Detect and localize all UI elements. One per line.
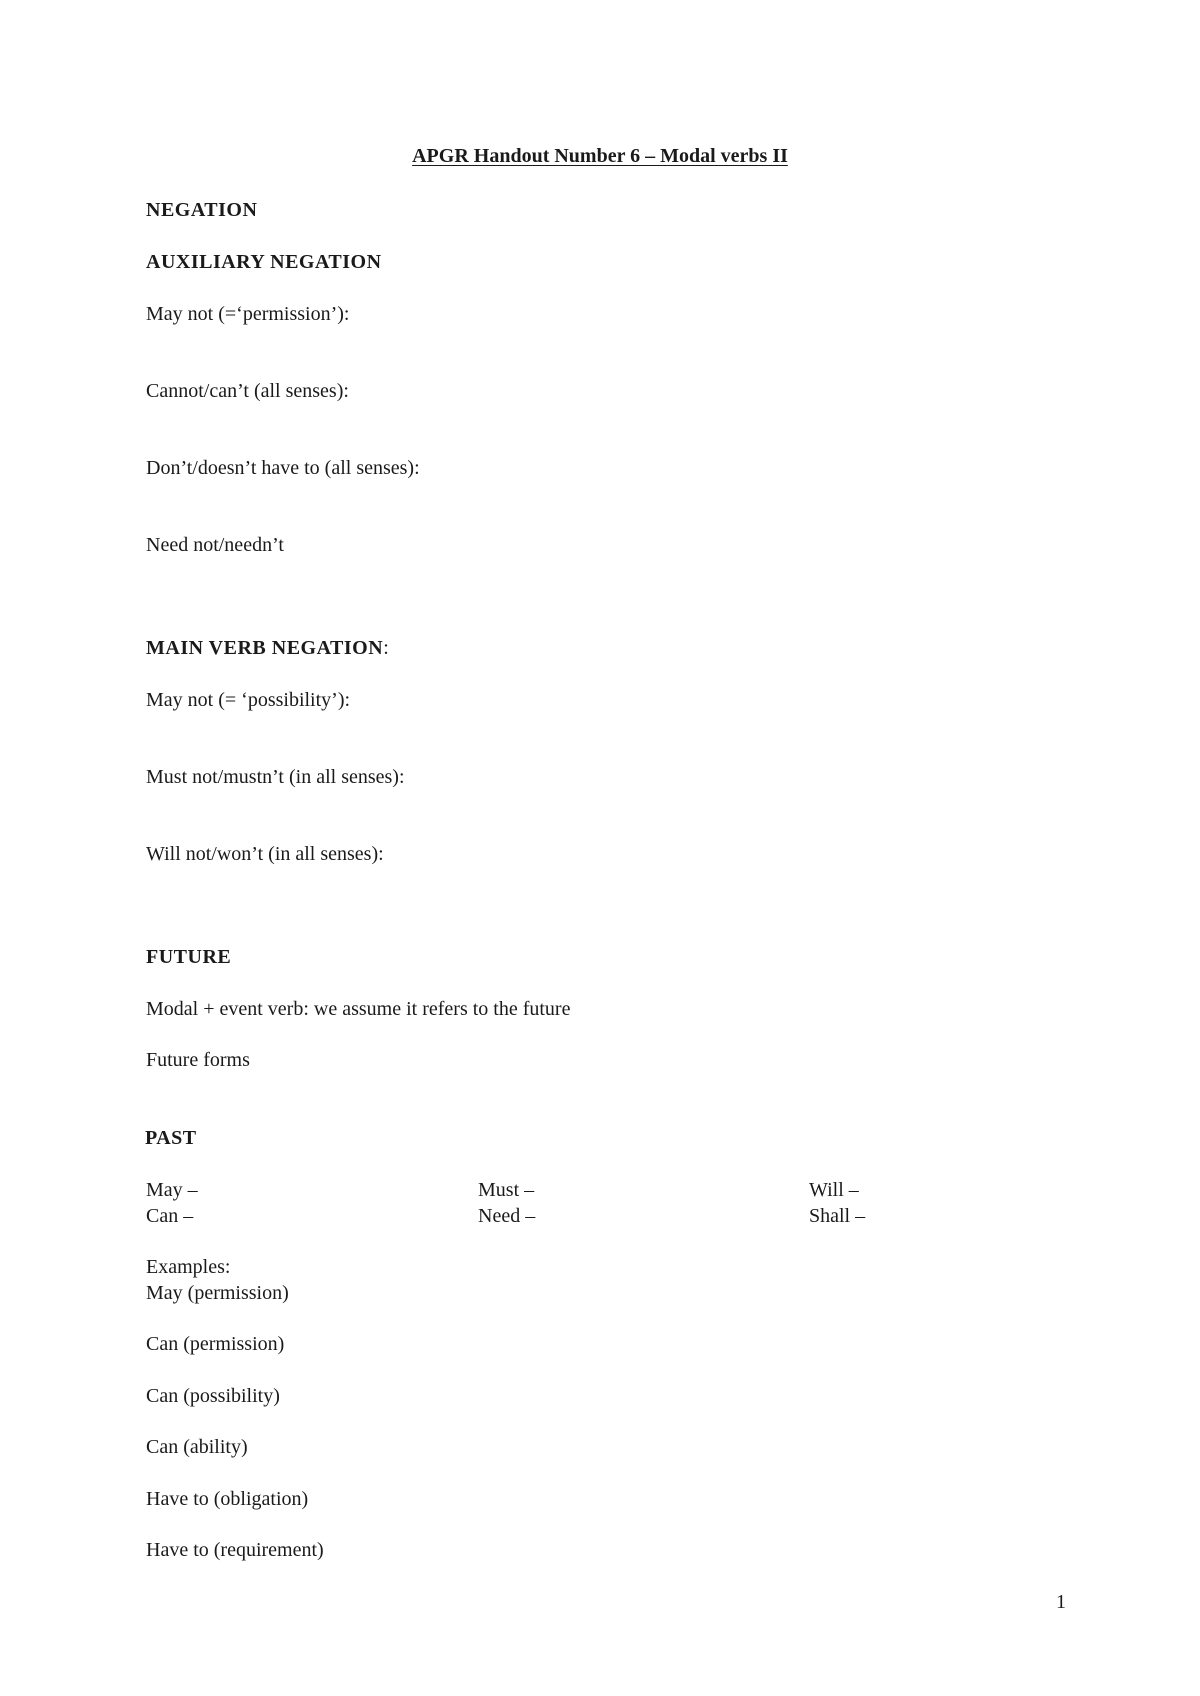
auxiliary-item: Don’t/doesn’t have to (all senses): [146, 457, 420, 479]
future-line: Future forms [146, 1049, 250, 1071]
example-item: Have to (obligation) [146, 1488, 309, 1510]
example-item: Have to (requirement) [146, 1539, 324, 1561]
heading-colon: : [383, 637, 389, 659]
future-line: Modal + event verb: we assume it refers to the future [146, 998, 571, 1020]
auxiliary-item: Cannot/can’t (all senses): [146, 380, 349, 402]
past-grid-cell: Need – [478, 1205, 536, 1227]
main-verb-negation-heading: MAIN VERB NEGATION [146, 637, 384, 659]
past-heading: PAST [145, 1127, 197, 1149]
past-grid-cell: Will – [809, 1179, 859, 1201]
past-grid-cell: May – [146, 1179, 198, 1201]
main-verb-item: May not (= ‘possibility’): [146, 689, 351, 711]
page-title: APGR Handout Number 6 – Modal verbs II [412, 145, 788, 167]
examples-label: Examples: [146, 1256, 231, 1278]
example-item: Can (permission) [146, 1333, 285, 1355]
main-verb-negation-heading-line [146, 638, 389, 658]
page-number: 1 [1056, 1591, 1066, 1613]
example-item: Can (ability) [146, 1436, 248, 1458]
main-verb-item: Must not/mustn’t (in all senses): [146, 766, 405, 788]
example-item: May (permission) [146, 1282, 289, 1304]
auxiliary-item: Need not/needn’t [146, 534, 284, 556]
negation-heading: NEGATION [146, 199, 258, 221]
past-grid-cell: Can – [146, 1205, 194, 1227]
main-verb-item: Will not/won’t (in all senses): [146, 843, 384, 865]
auxiliary-negation-heading: AUXILIARY NEGATION [146, 251, 382, 273]
past-grid-cell: Must – [478, 1179, 535, 1201]
past-grid-cell: Shall – [809, 1205, 866, 1227]
auxiliary-item: May not (=‘permission’): [146, 303, 350, 325]
example-item: Can (possibility) [146, 1385, 280, 1407]
future-heading: FUTURE [146, 946, 232, 968]
